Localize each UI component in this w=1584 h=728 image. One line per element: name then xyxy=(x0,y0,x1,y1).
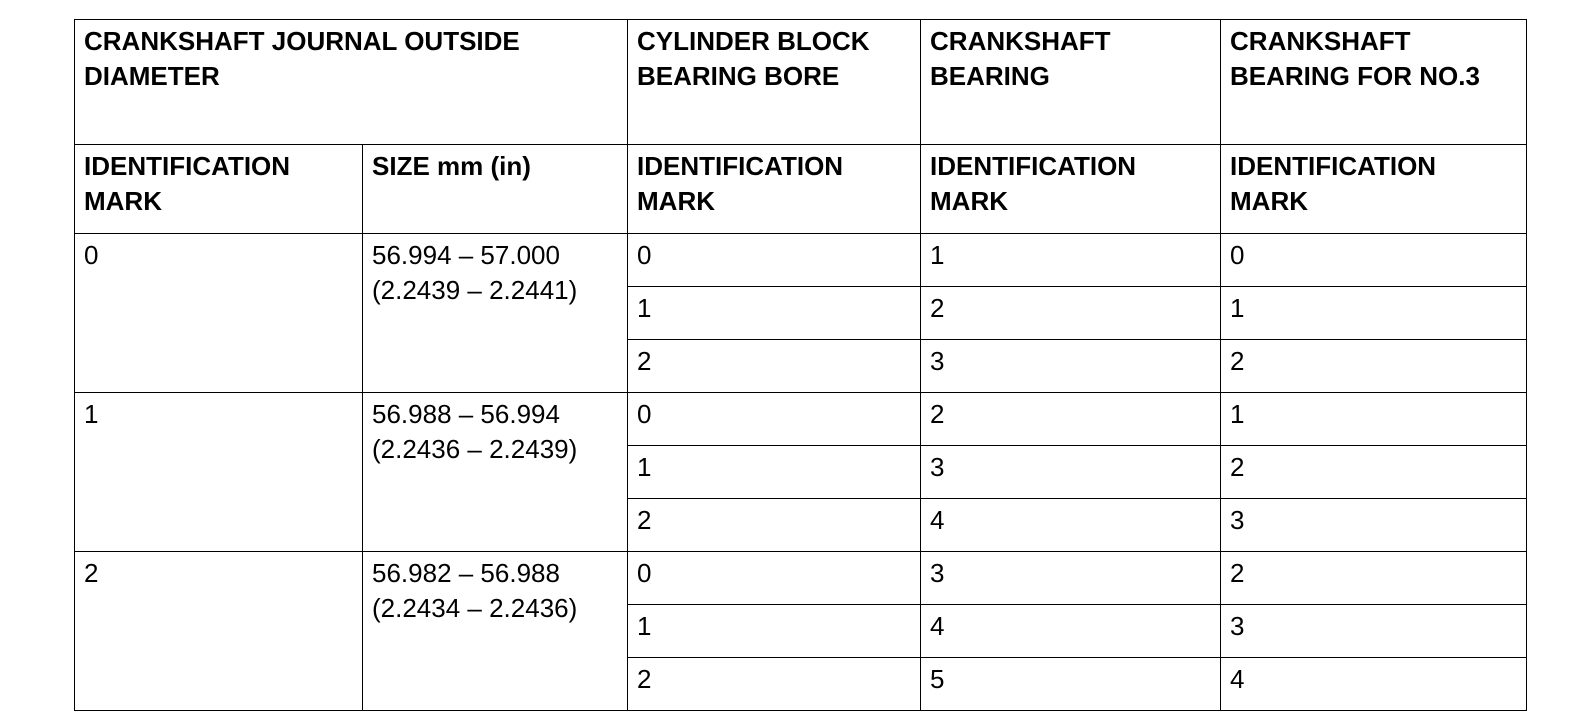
bearing-no3-mark-cell: 2 xyxy=(1221,446,1527,499)
bearing-id-mark-header: IDENTIFICATION MARK xyxy=(921,145,1221,234)
size-in-text: (2.2434 – 2.2436) xyxy=(372,593,578,623)
journal-size-cell xyxy=(363,393,628,552)
journal-mark-cell: 1 xyxy=(75,393,363,552)
bore-mark-cell: 1 xyxy=(628,605,921,658)
table-row xyxy=(75,552,1527,605)
bearing-mark-cell: 2 xyxy=(921,393,1221,446)
cylinder-block-bearing-bore-header: CYLINDER BLOCK BEARING BORE xyxy=(628,20,921,145)
crankshaft-bearing-header: CRANKSHAFT BEARING xyxy=(921,20,1221,145)
bearing-no3-mark-cell: 1 xyxy=(1221,287,1527,340)
bearing-no3-mark-cell: 4 xyxy=(1221,658,1527,711)
bearing-mark-cell: 3 xyxy=(921,552,1221,605)
journal-mark-cell: 0 xyxy=(75,234,363,393)
bearing-mark-cell: 3 xyxy=(921,446,1221,499)
journal-size-header: SIZE mm (in) xyxy=(363,145,628,234)
bore-mark-cell: 0 xyxy=(628,234,921,287)
journal-mark-cell: 2 xyxy=(75,552,363,711)
header-row-sub xyxy=(75,145,1527,234)
bore-mark-cell: 2 xyxy=(628,499,921,552)
bearing-mark-cell: 5 xyxy=(921,658,1221,711)
bearing-mark-cell: 1 xyxy=(921,234,1221,287)
bearing-no3-mark-cell: 2 xyxy=(1221,552,1527,605)
bearing-mark-cell: 3 xyxy=(921,340,1221,393)
crankshaft-bearing-no3-header: CRANKSHAFT BEARING FOR NO.3 xyxy=(1221,20,1527,145)
size-in-text: (2.2439 – 2.2441) xyxy=(372,275,578,305)
bore-mark-cell: 2 xyxy=(628,340,921,393)
bore-mark-cell: 1 xyxy=(628,287,921,340)
bearing-no3-mark-cell: 2 xyxy=(1221,340,1527,393)
journal-size-cell xyxy=(363,234,628,393)
size-mm-text: 56.988 – 56.994 xyxy=(372,399,560,429)
bearing-mark-cell: 4 xyxy=(921,605,1221,658)
bore-mark-cell: 0 xyxy=(628,552,921,605)
bore-mark-cell: 0 xyxy=(628,393,921,446)
bearing-no3-mark-cell: 1 xyxy=(1221,393,1527,446)
bore-mark-cell: 1 xyxy=(628,446,921,499)
bearing-no3-mark-cell: 3 xyxy=(1221,605,1527,658)
header-row-top xyxy=(75,20,1527,145)
bore-id-mark-header: IDENTIFICATION MARK xyxy=(628,145,921,234)
size-mm-text: 56.994 – 57.000 xyxy=(372,240,560,270)
journal-id-mark-header: IDENTIFICATION MARK xyxy=(75,145,363,234)
bearing-selection-table xyxy=(74,19,1527,711)
journal-size-cell xyxy=(363,552,628,711)
bearing-no3-id-mark-header: IDENTIFICATION MARK xyxy=(1221,145,1527,234)
bearing-no3-mark-cell: 3 xyxy=(1221,499,1527,552)
table-row xyxy=(75,234,1527,287)
journal-outside-diameter-header: CRANKSHAFT JOURNAL OUTSIDE DIAMETER xyxy=(75,20,628,145)
size-in-text: (2.2436 – 2.2439) xyxy=(372,434,578,464)
size-mm-text: 56.982 – 56.988 xyxy=(372,558,560,588)
bearing-mark-cell: 2 xyxy=(921,287,1221,340)
table-row xyxy=(75,393,1527,446)
bore-mark-cell: 2 xyxy=(628,658,921,711)
bearing-no3-mark-cell: 0 xyxy=(1221,234,1527,287)
bearing-mark-cell: 4 xyxy=(921,499,1221,552)
